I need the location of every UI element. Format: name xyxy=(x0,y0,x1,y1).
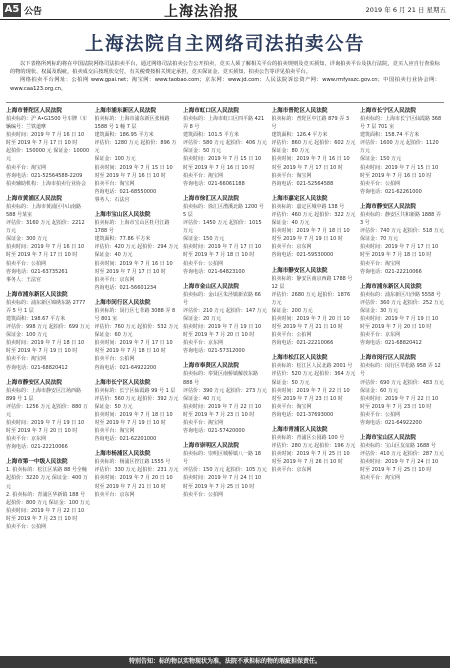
auction-notice xyxy=(95,379,179,444)
notice-line: 评估价：560 万元 起拍价：392 万元 xyxy=(94,395,179,402)
notice-line: 保证金：50 万元 xyxy=(94,403,133,410)
footer-notice: 特别告知：标的物以实物现状为准，法院不承担标的物的瑕疵担保责任。 xyxy=(0,656,450,668)
notice-line: 评估价：390 万元 起拍价：273 万元 xyxy=(183,387,267,394)
notice-line: 评估价：740 万元 起拍价：518 万元 xyxy=(360,228,444,235)
notice-line: 拍卖时间：2019 年 7 月 20 日 10 时至 2019 年 7 月 21 日 10 时 xyxy=(271,315,350,331)
notice-line: 拍卖平台：京东网 xyxy=(183,340,224,347)
notice-line: 咨询电话：021-56601234 xyxy=(94,284,157,291)
auction-notice xyxy=(360,434,444,482)
notice-line: 拍卖平台：淘宝网 xyxy=(183,420,224,426)
notice-line: 保证金：100 万元 xyxy=(94,156,136,163)
notice-line: 咨询电话：021-66061188 xyxy=(183,180,245,187)
notice-line: 保证金：100 万元 xyxy=(6,332,48,339)
notice-line: 拍卖标的：普陀区中江路 879 弄 3 号 xyxy=(271,116,349,131)
notice-line: 拍卖标的：上海市静安区江场西路 899 号 1 层 xyxy=(6,387,82,402)
notice-line: 拍卖时间：2019 年 7 月 18 日 10 时至 2019 年 7 月 19 日 10 时 xyxy=(94,411,173,426)
notice-line: 拍卖时间：2019 年 7 月 15 日 10 时至 2019 年 7 月 16 日 10 时 xyxy=(94,164,173,179)
notice-line: 咨询电话：021-37693000 xyxy=(271,411,334,418)
notice-line: 建筑面积：198.67 平方米 xyxy=(6,315,66,322)
notice-line: 保证金：60 万元 xyxy=(360,387,398,394)
notice-line: 保证金：80 万元 xyxy=(271,148,310,155)
court-name: 上海市宝山区人民法院 xyxy=(360,435,416,442)
court-name: 上海市普陀区人民法院 xyxy=(6,108,62,114)
notice-line: 拍卖标的：杨浦区控江路 1555 号 xyxy=(94,459,171,466)
notice-line: 拍卖平台：京东网 xyxy=(360,332,401,339)
notice-line: 咨询电话：021-68550000 xyxy=(94,188,157,195)
notice-line: 建筑面积：126.4 平方米 xyxy=(271,132,328,139)
notice-line: 2. 拍卖标的：青浦区华新镇 188 号 xyxy=(6,491,86,498)
notice-line: 评估价：998 万元 起拍价：699 万元 xyxy=(6,324,90,331)
notice-line: 拍卖标的：崇明区城桥镇八一路 18 号 xyxy=(183,451,261,466)
notice-line: 拍卖时间：2019 年 7 月 19 日 10 时至 2019 年 7 月 20 日 10 时 xyxy=(6,420,85,435)
court-name: 上海市金山区人民法院 xyxy=(183,283,239,290)
notice-line: 拍卖标的：静安区共和新路 1888 弄 3 号 xyxy=(360,211,441,227)
notice-line: 保证金：200 万元 xyxy=(271,307,313,314)
notice-line: 建筑面积：186.95 平方米 xyxy=(94,132,154,139)
auction-notice xyxy=(95,107,179,204)
page-header xyxy=(0,0,450,20)
notice-line: 拍卖平台：公拍网 xyxy=(360,180,401,187)
notice-column xyxy=(183,107,267,655)
notice-line: 拍卖辅助机构：上海市拍卖行业协会 xyxy=(6,180,87,187)
court-name: 上海市普陀区人民法院 xyxy=(271,108,328,114)
notice-line: 拍卖时间：2019 年 7 月 17 日 10 时至 2019 年 7 月 18 日 10 时 xyxy=(183,244,262,259)
notice-line: 保证金：30 万元 xyxy=(360,307,398,314)
notice-line: 拍卖时间：2019 年 7 月 15 日 10 时至 2019 年 7 月 16 日 10 时 xyxy=(360,164,439,179)
notice-line: 保证金：150 万元 xyxy=(183,236,225,243)
notice-line: 拍卖时间：2019 年 7 月 20 日 10 时至 2019 年 7 月 21 日 10 时 xyxy=(94,475,173,490)
notice-line: 拍卖标的：上海市浦东新区张杨路 1588 号 1 幢 7 层 xyxy=(94,116,170,131)
court-name: 上海市闵行区人民法院 xyxy=(360,355,416,362)
notice-line: 建筑面积：77.86 平方米 xyxy=(94,236,151,243)
auction-notice xyxy=(272,195,356,260)
notice-line: 拍卖标的：闵行区莘松路 958 弄 12 号 xyxy=(360,363,441,378)
notice-line: 拍卖标的：青浦区公园路 100 号 xyxy=(271,435,345,441)
court-name: 上海市静安区人民法院 xyxy=(6,379,62,386)
notice-column xyxy=(95,107,179,655)
notice-line: 拍卖时间：2019 年 7 月 17 日 10 时至 2019 年 7 月 18 日 10 时 xyxy=(94,340,173,355)
notice-line: 拍卖平台：淘宝网 xyxy=(94,180,135,187)
notice-line: 拍卖时间：2019 年 7 月 18 日 10 时至 2019 年 7 月 19 日 10 时 xyxy=(271,228,350,243)
notice-line: 咨询电话：021-59530000 xyxy=(271,252,334,259)
notice-line: 拍卖平台：淘宝网 xyxy=(94,428,135,435)
notice-line: 拍卖标的：长宁区仙霞路 99 号 1 层 xyxy=(94,387,176,394)
notice-line: 评估价：360 万元 起拍价：252 万元 xyxy=(360,299,444,306)
newspaper-masthead: 上海法治报 xyxy=(164,4,239,20)
notice-line: 拍卖时间：2019 年 7 月 22 日 10 时至 2019 年 7 月 23 日 10 时 xyxy=(271,387,350,402)
court-name: 上海市浦东新区人民法院 xyxy=(360,283,422,290)
auction-notice xyxy=(272,267,356,348)
notice-line: 拍卖标的：松江区人民北路 2001 号 xyxy=(271,363,353,370)
notice-line: 拍卖平台：公拍网 xyxy=(6,524,47,531)
notice-line: 拍卖时间：2019 年 7 月 19 日 10 时至 2019 年 7 月 20 日 10 时 xyxy=(183,324,262,339)
notice-line: 拍卖时间：2019 年 7 月 18 日 10 时至 2019 年 7 月 19 日 10 时 xyxy=(6,340,85,355)
intro-text xyxy=(10,60,440,93)
notice-line: 咨询电话：021-62261000 xyxy=(360,188,422,195)
notice-line: 拍卖时间：2019 年 7 月 22 日 10 时至 2019 年 7 月 23 日 10 时 xyxy=(6,507,85,522)
auction-notice xyxy=(360,203,444,276)
notice-line: 评估价：1256 万元 起拍价：880 万元 xyxy=(6,403,89,418)
notice-line: 咨询电话：021-64823100 xyxy=(183,268,245,275)
auction-notice xyxy=(95,450,179,498)
notice-line: 评估价：210 万元 起拍价：147 万元 xyxy=(183,307,267,314)
notice-line: 咨询电话：021-22210066 xyxy=(360,268,422,275)
notice-line: 评估价：580 万元 起拍价：406 万元 xyxy=(183,140,267,147)
notice-line: 拍卖平台：公拍网 xyxy=(183,260,224,267)
notice-line: 拍卖标的：奉贤区南桥镇解放东路 888 号 xyxy=(183,371,259,386)
auction-notice xyxy=(6,291,90,372)
notice-line: 评估价：760 万元 起拍价：532 万元 xyxy=(94,324,179,331)
notice-line: 拍卖标的：上海市虹口区四平路 421 弄 8 号 xyxy=(183,116,265,131)
notice-line: 咨询电话：021-57312000 xyxy=(183,348,245,355)
notice-line: 咨询电话：021-64922200 xyxy=(360,420,422,426)
notice-line: 咨询电话：021-22210066 xyxy=(271,340,334,347)
notice-line: 咨询电话：021-57420000 xyxy=(183,428,245,435)
notice-line: 起拍价：800 万元 保证金：100 万元 xyxy=(6,499,90,506)
section-label: 公告 xyxy=(24,7,43,17)
notice-line: 拍卖平台：京东网 xyxy=(6,436,47,443)
notice-line: 拍卖时间：2019 年 7 月 16 日 10 时至 2019 年 7 月 17 日 10 时 xyxy=(271,156,350,171)
notice-line: 拍卖标的：徐汇区漕溪北路 1200 号 5 层 xyxy=(183,203,264,218)
auction-notice xyxy=(6,107,90,188)
notice-line: 拍卖平台：淘宝网 xyxy=(271,172,312,179)
notice-line: 评估价：1280 万元 起拍价：896 万元 xyxy=(94,140,177,155)
notice-line: 拍卖时间：2019 年 7 月 16 日 10 时至 2019 年 7 月 17 日 10 时 xyxy=(6,132,85,147)
notice-line: 保证金：70 万元 xyxy=(360,236,398,243)
notice-line: 建筑面积：158.74 平方米 xyxy=(360,132,420,139)
notice-line: 拍卖平台：京东网 xyxy=(94,276,135,283)
notice-line: 咨询电话：021-22210066 xyxy=(6,444,68,451)
notice-line: 保证金：40 万元 xyxy=(271,220,310,227)
notice-line: 保证金：60 万元 xyxy=(94,332,133,339)
court-name: 上海市闵行区人民法院 xyxy=(94,299,151,306)
notice-line: 拍卖标的：嘉定区城中路 138 号 xyxy=(271,203,345,210)
court-name: 上海市杨浦区人民法院 xyxy=(94,451,151,458)
notice-line: 拍卖标的：上海市宝山区牡丹江路 1788 号 xyxy=(94,220,170,235)
auction-notice xyxy=(95,211,179,292)
notice-line: 咨询电话：021-68820412 xyxy=(6,364,68,371)
notice-line: 拍卖时间：2019 年 7 月 16 日 10 时至 2019 年 7 月 17 日 10 时 xyxy=(94,260,173,275)
notice-line: 评估价：3160 万元 起拍价：2212 万元 xyxy=(6,220,85,235)
notice-line: 拍卖平台：公拍网 xyxy=(6,260,47,267)
notice-line: 拍卖时间：2019 年 7 月 16 日 10 时至 2019 年 7 月 17 日 10 时 xyxy=(6,244,85,259)
notice-line: 拍卖平台：淘宝网 xyxy=(6,164,47,171)
notice-line: 评估价：330 万元 起拍价：231 万元 xyxy=(94,467,179,474)
auction-notice xyxy=(360,354,444,427)
notice-line: 拍卖标的：沪 A•G1500 号车牌（车辆编号：兰铁道摩 xyxy=(6,116,88,131)
notice-line: 拍卖平台：京东网 xyxy=(94,491,135,498)
notice-line: 事务人：王法官 xyxy=(6,276,42,283)
notice-line: 拍卖时间：2019 年 7 月 24 日 10 时至 2019 年 7 月 25 日 10 时 xyxy=(183,475,262,490)
page-number-badge: A5 xyxy=(4,4,20,15)
notice-line: 保证金：150 万元 xyxy=(360,156,402,163)
notice-line: 评估价：1450 万元 起拍价：1015 万元 xyxy=(183,220,262,235)
court-name: 上海市静安区人民法院 xyxy=(271,267,328,274)
court-name: 上海市虹口区人民法院 xyxy=(183,108,239,114)
court-name: 上海市长宁区人民法院 xyxy=(94,379,151,386)
notice-line: 拍卖平台：公拍网 xyxy=(271,332,312,339)
notice-line: 拍卖标的：浦东新区川沙路 5558 号 xyxy=(360,291,441,298)
notice-line: 保证金：50 万元 xyxy=(183,148,221,155)
notice-column xyxy=(6,107,90,655)
notice-line: 拍卖时间：2019 年 7 月 19 日 10 时至 2019 年 7 月 20 日 10 时 xyxy=(360,315,439,331)
auction-notice xyxy=(183,107,267,188)
notice-line: 拍卖平台：淘宝网 xyxy=(360,260,401,267)
auction-notice xyxy=(183,442,267,499)
notice-columns xyxy=(6,102,444,657)
auction-notice xyxy=(95,299,179,372)
court-name: 上海市奉贤区人民法院 xyxy=(183,363,239,370)
notice-line: 拍卖标的：宝山区友谊路 1688 号 xyxy=(360,443,436,450)
notice-line: 评估价：690 万元 起拍价：483 万元 xyxy=(360,379,444,386)
auction-notice xyxy=(183,283,267,356)
auction-notice xyxy=(183,195,267,276)
auction-notice xyxy=(360,283,444,348)
auction-notice xyxy=(6,379,90,452)
court-name: 上海市浦东新区人民法院 xyxy=(94,108,157,114)
notice-line: 保证金：40 万元 xyxy=(94,252,133,259)
court-name: 上海市崇明区人民法院 xyxy=(183,443,239,450)
notice-line: 1. 拍卖标的：松江区某路 88 号全幢 xyxy=(6,467,87,474)
court-name: 上海市浦东新区人民法院 xyxy=(6,291,68,298)
notice-line: 保证金：40 万元 xyxy=(183,395,221,402)
notice-line: 拍卖标的：浦东新区锦绣东路 2777 弄 5 号 1 层 xyxy=(6,299,86,314)
notice-line: 拍卖平台：淘宝网 xyxy=(360,475,401,482)
notice-line: 拍卖标的：闵行区七莘路 3088 弄 8 号 801 室 xyxy=(94,307,176,322)
notice-line: 评估价：460 万元 起拍价：322 万元 xyxy=(271,211,356,218)
intro-paragraph: 网络拍卖平台网址：公拍网 www.gpai.net；淘宝网：www.taobao.com；京东网：www.jd.com；人民法院诉讼资产网：www.rmfysszc.gov.cn；中国拍卖行业协会网：www.caa123.org.cn。 xyxy=(10,77,440,92)
intro-paragraph: 以下表格所列标的将在中国法院网络司法拍卖平台，通过网络司法拍卖公告公开拍卖，竞买人须了解相关平台的拍卖规则及竞买须知，详询拍卖平台及执行法院，竞买人应自行查验标的物的现状、权属及瑕疵，拍卖成交后按现状交付，有关税费按相关规定承担，竞买保证金、竞买须知、拍卖公告等详见拍卖平台。 xyxy=(10,61,440,76)
notice-line: 拍卖平台：京东网 xyxy=(271,467,312,474)
notice-line: 保证金：50 万元 xyxy=(271,379,310,386)
notice-line: 评估价：410 万元 起拍价：287 万元 xyxy=(360,451,444,458)
court-name: 上海市长宁区人民法院 xyxy=(360,108,416,114)
notice-line: 起拍价：150000 元 保证金：10000 元 xyxy=(6,148,90,163)
auction-notice xyxy=(6,195,90,284)
notice-line: 咨询电话：021-68820412 xyxy=(360,340,422,347)
notice-line: 评估价：2680 万元 起拍价：1876 万元 xyxy=(271,291,351,306)
notice-line: 拍卖标的：上海市黄浦区中山南路 588 号某室 xyxy=(6,203,82,218)
notice-line: 评估价：860 万元 起拍价：602 万元 xyxy=(271,140,356,147)
notice-line: 咨询电话：021-62201000 xyxy=(94,436,157,443)
notice-line: 拍卖平台：公拍网 xyxy=(94,356,135,363)
auction-notice xyxy=(360,107,444,196)
notice-line: 拍卖标的：金山区朱泾镇新农路 66 号 xyxy=(183,291,261,306)
notice-line: 拍卖平台：淘宝网 xyxy=(183,172,224,179)
notice-line: 拍卖平台：淘宝网 xyxy=(6,356,47,363)
notice-line: 评估价：520 万元 起拍价：364 万元 xyxy=(271,371,356,378)
notice-line: 拍卖时间：2019 年 7 月 24 日 10 时至 2019 年 7 月 25 日 10 时 xyxy=(360,459,439,474)
notice-line: 拍卖时间：2019 年 7 月 22 日 10 时至 2019 年 7 月 23 日 10 时 xyxy=(360,395,439,410)
notice-line: 起拍价：3220 万元 保证金：400 万元 xyxy=(6,475,89,490)
auction-notice xyxy=(272,107,356,188)
notice-line: 拍卖平台：京东网 xyxy=(271,244,312,251)
court-name: 上海市嘉定区人民法院 xyxy=(271,195,328,202)
court-name: 上海市宝山区人民法院 xyxy=(94,212,151,219)
issue-date: 2019 年 6 月 21 日 星期五 xyxy=(365,6,446,14)
notice-line: 拍卖时间：2019 年 7 月 15 日 10 时至 2019 年 7 月 16 日 10 时 xyxy=(183,156,262,171)
notice-line: 咨询电话：021-52564588 xyxy=(271,180,334,187)
court-name: 上海市松江区人民法院 xyxy=(271,355,328,362)
notice-line: 拍卖时间：2019 年 7 月 17 日 10 时至 2019 年 7 月 18 日 10 时 xyxy=(360,244,439,259)
notice-line: 拍卖平台：公拍网 xyxy=(183,491,224,498)
notice-line: 拍卖时间：2019 年 7 月 22 日 10 时至 2019 年 7 月 23 日 10 时 xyxy=(183,403,262,418)
notice-line: 拍卖平台：淘宝网 xyxy=(271,403,312,410)
notice-line: 保证金：300 万元 xyxy=(6,236,48,243)
court-name: 上海市静安区人民法院 xyxy=(360,203,416,210)
auction-notice xyxy=(272,426,356,474)
notice-line: 拍卖平台：公拍网 xyxy=(360,411,401,418)
court-name: 上海市青浦区人民法院 xyxy=(271,427,328,433)
notice-line: 拍卖标的：静安区南京西路 1788 号 12 层 xyxy=(271,275,353,290)
auction-notice xyxy=(6,458,90,531)
notice-line: 评估价：420 万元 起拍价：294 万元 xyxy=(94,244,179,251)
notice-column xyxy=(360,107,444,655)
notice-line: 事务人：石法官 xyxy=(94,196,130,203)
notice-line: 咨询电话：021-63735261 xyxy=(6,268,68,275)
page-title: 上海法院自主网络司法拍卖公告 xyxy=(84,34,365,55)
notice-line: 咨询电话：021-64922200 xyxy=(94,364,157,371)
notice-line: 咨询电话：021-52564588-2209 xyxy=(6,172,83,179)
auction-notice xyxy=(272,354,356,419)
court-name: 上海市徐汇区人民法院 xyxy=(183,195,239,202)
notice-line: 建筑面积：101.5 平方米 xyxy=(183,132,239,139)
notice-line: 评估价：280 万元 起拍价：196 万元 xyxy=(271,443,356,450)
court-name: 上海市第一中级人民法院 xyxy=(6,459,68,466)
auction-notice xyxy=(183,362,267,435)
notice-line: 拍卖时间：2019 年 7 月 25 日 10 时至 2019 年 7 月 26 日 10 时 xyxy=(271,451,350,466)
notice-line: 保证金：20 万元 xyxy=(183,315,221,322)
notice-line: 拍卖标的：上海市长宁区仙霞路 368 号 7 层 701 室 xyxy=(360,116,442,131)
notice-line: 评估价：1600 万元 起拍价：1120 万元 xyxy=(360,140,439,155)
notice-column xyxy=(272,107,356,655)
court-name: 上海市黄浦区人民法院 xyxy=(6,195,62,202)
notice-line: 评估价：150 万元 起拍价：105 万元 xyxy=(183,467,267,474)
